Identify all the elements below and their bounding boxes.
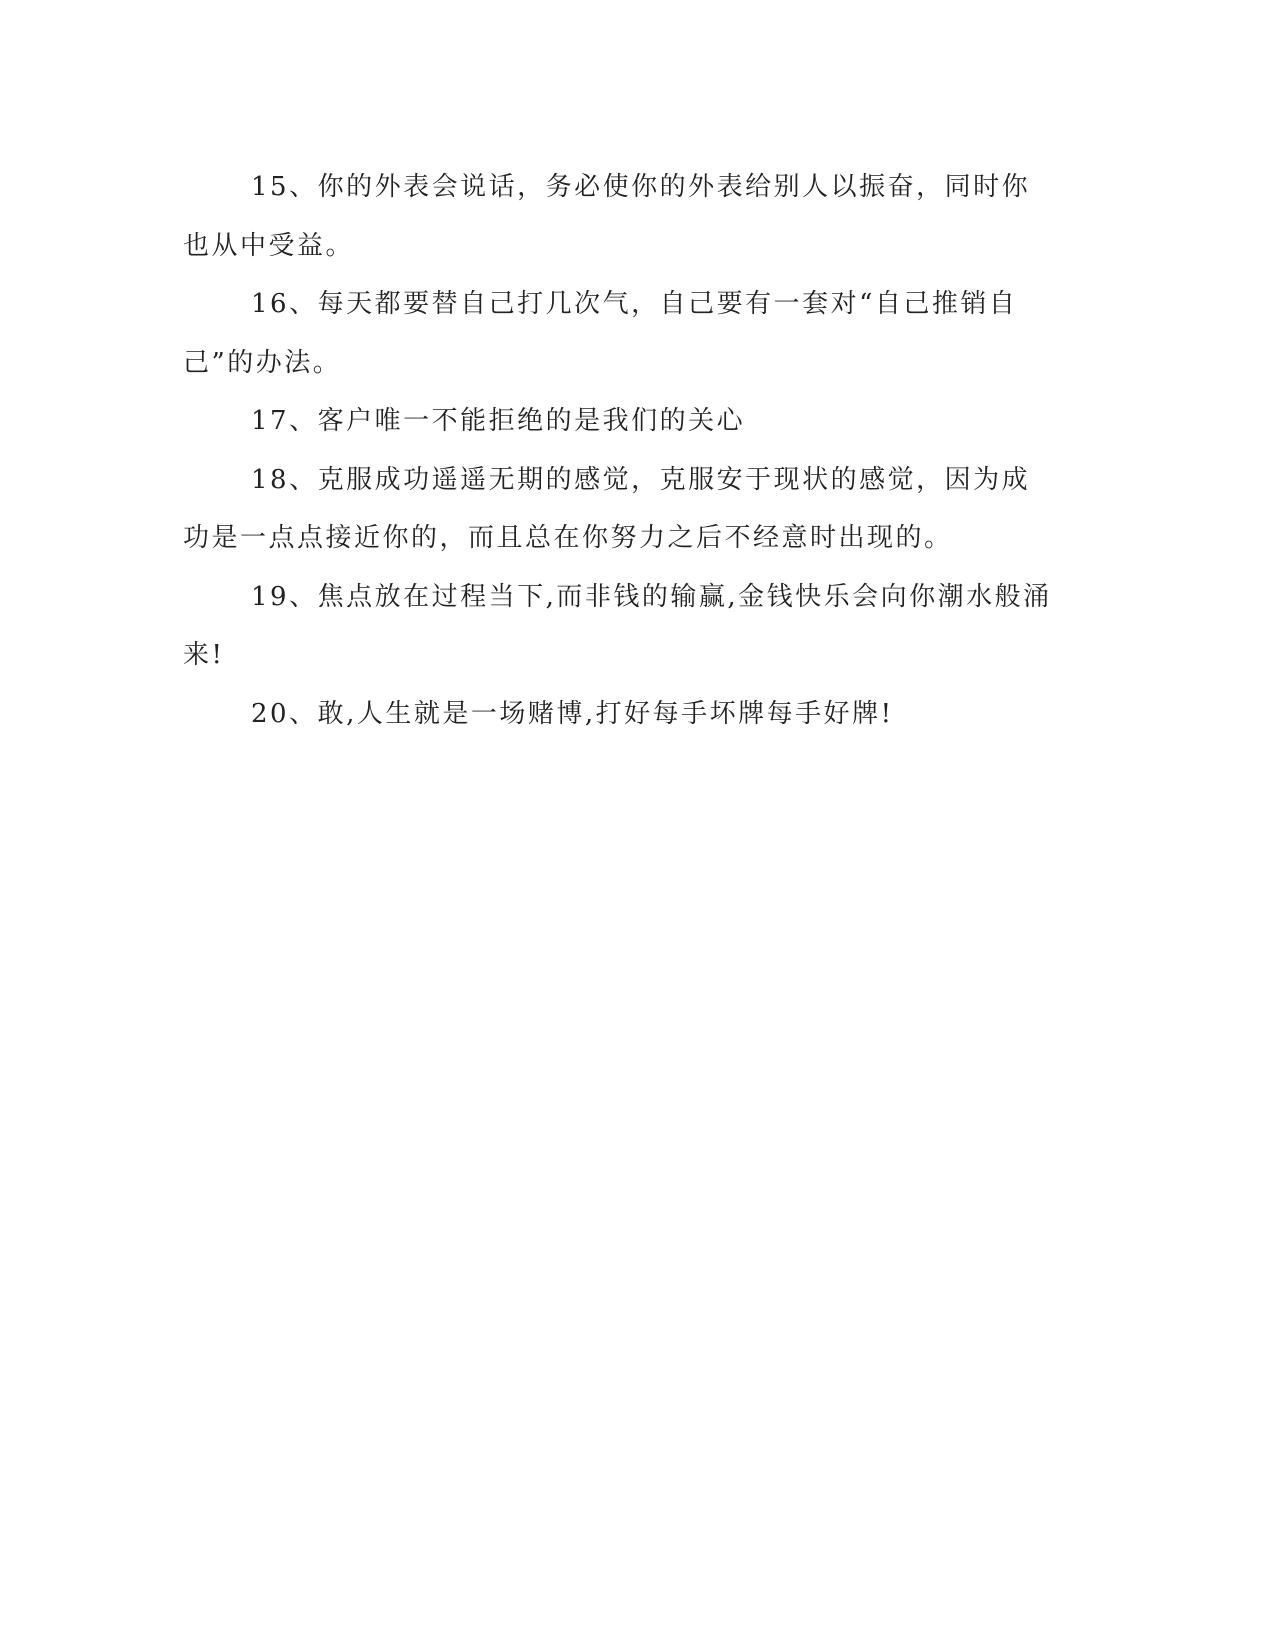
paragraph-19: 19、焦点放在过程当下,而非钱的输赢,金钱快乐会向你潮水般涌来! [183, 581, 1052, 670]
paragraph-16: 16、每天都要替自己打几次气，自己要有一套对“自己推销自己”的办法。 [183, 289, 1018, 378]
document-body [183, 158, 1053, 743]
paragraph-20: 20、敢,人生就是一场赌博,打好每手坏牌每手好牌! [251, 698, 894, 729]
paragraph-15: 15、你的外表会说话，务必使你的外表给别人以振奋，同时你也从中受益。 [183, 172, 1031, 261]
paragraph-18: 18、克服成功遥遥无期的感觉，克服安于现状的感觉，因为成功是一点点接近你的，而且总在你努力之后不经意时出现的。 [183, 464, 1031, 553]
paragraph-17: 17、客户唯一不能拒绝的是我们的关心 [251, 406, 746, 436]
